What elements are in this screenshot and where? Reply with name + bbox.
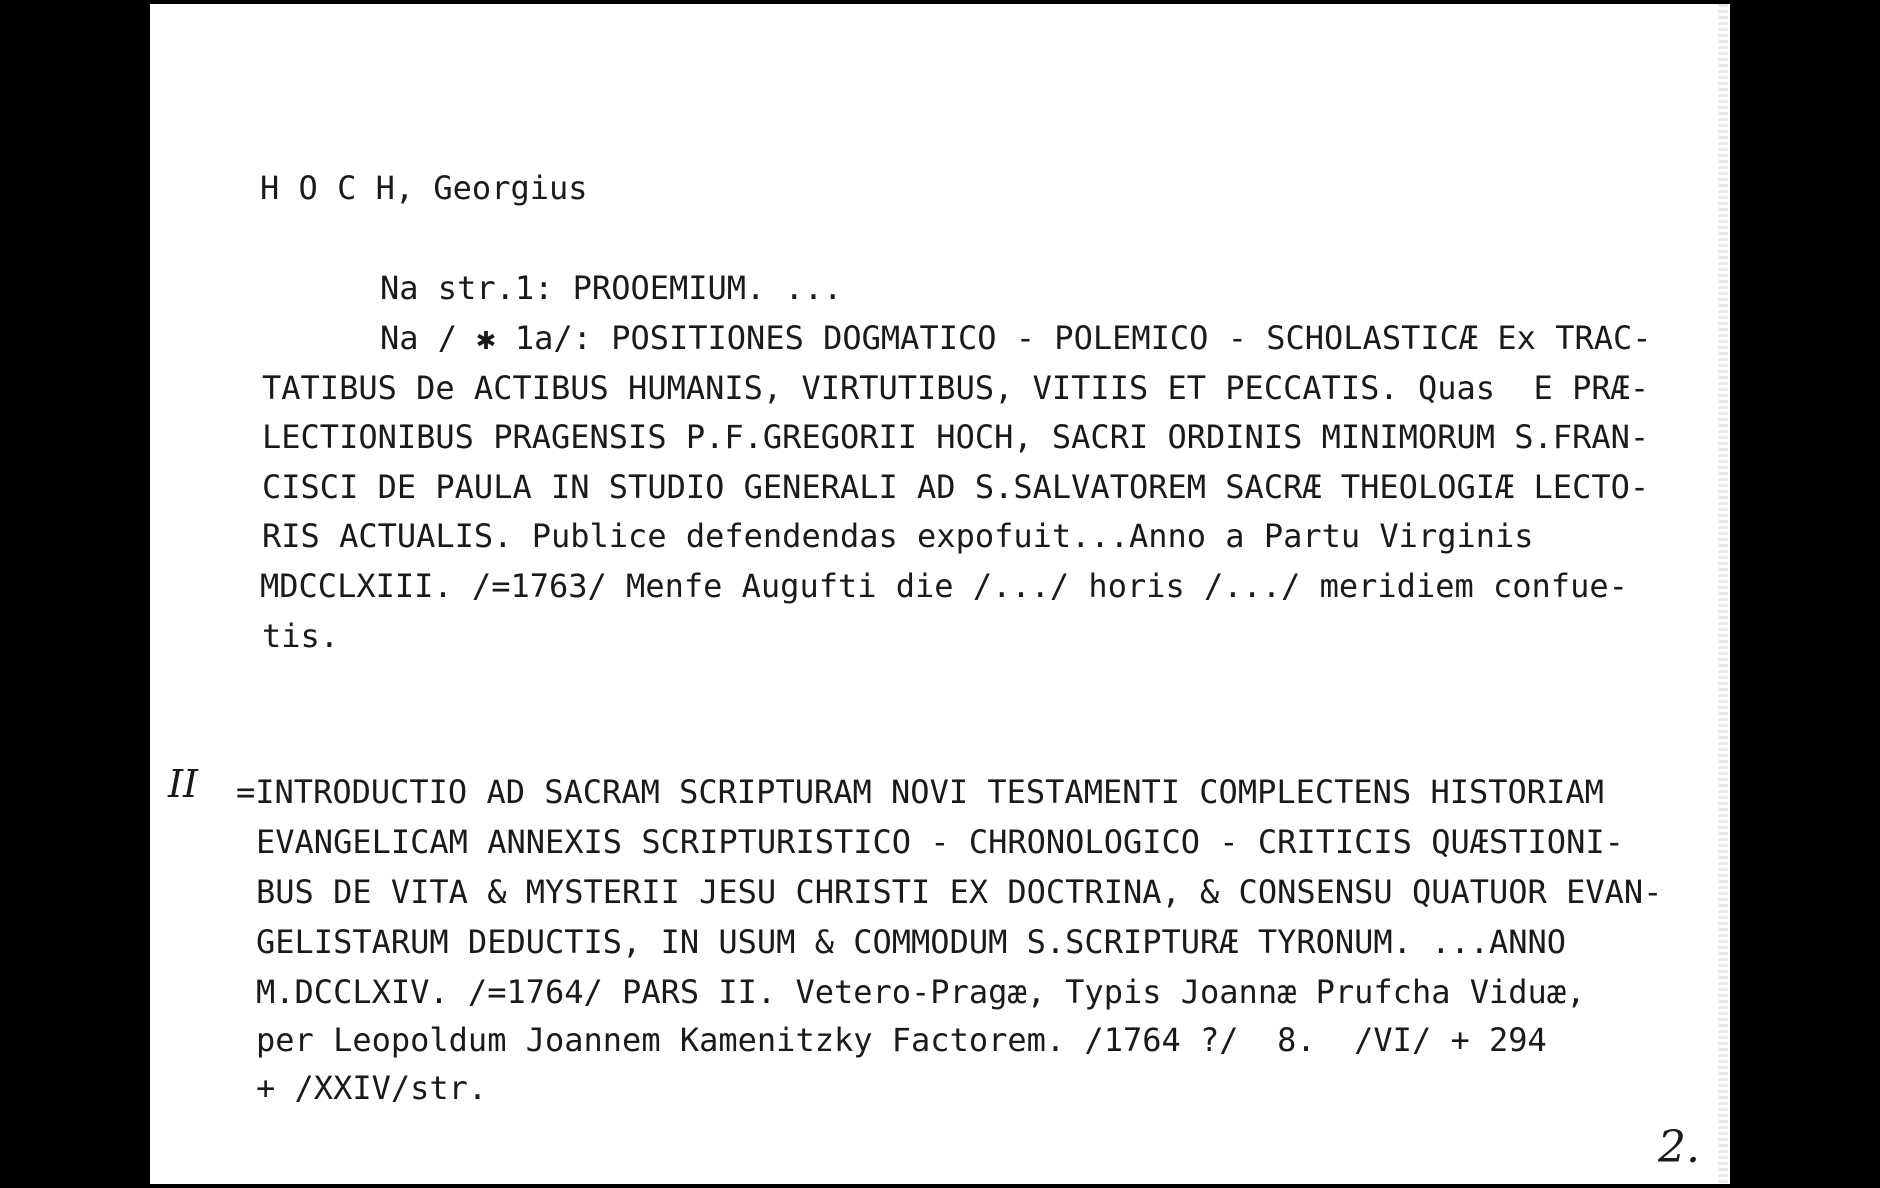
corner-mark: 2. bbox=[1658, 1122, 1700, 1173]
margin-mark: II bbox=[168, 762, 199, 806]
entry-1-line: CISCI DE PAULA IN STUDIO GENERALI AD S.SALVATOREM SACRÆ THEOLOGIÆ LECTO- bbox=[262, 468, 1650, 506]
entry-1-line: RIS ACTUALIS. Publice defendendas expofuit...Anno a Partu Virginis bbox=[262, 517, 1534, 555]
entry-2-line: + /XXIV/str. bbox=[256, 1069, 488, 1107]
entry-2-line: EVANGELICAM ANNEXIS SCRIPTURISTICO - CHRONOLOGICO - CRITICIS QUÆSTIONI- bbox=[256, 823, 1624, 861]
card-edge bbox=[1718, 4, 1728, 1184]
catalog-card bbox=[150, 4, 1730, 1184]
author-heading: H O C H, Georgius bbox=[260, 169, 588, 207]
entry-1-line: tis. bbox=[262, 617, 340, 655]
entry-2-line: M.DCCLXIV. /=1764/ PARS II. Vetero-Pragæ, Typis Joannæ Prufcha Viduæ, bbox=[256, 973, 1586, 1011]
entry-1-line: Na str.1: PROOEMIUM. ... bbox=[380, 269, 843, 307]
entry-1-line: Na / ✱ 1a/: POSITIONES DOGMATICO - POLEMICO - SCHOLASTICÆ Ex TRAC- bbox=[380, 319, 1652, 357]
entry-2-line: =INTRODUCTIO AD SACRAM SCRIPTURAM NOVI TESTAMENTI COMPLECTENS HISTORIAM bbox=[236, 773, 1604, 811]
entry-1-line: MDCCLXIII. /=1763/ Menfe Augufti die /.../ horis /.../ meridiem confue- bbox=[260, 567, 1628, 605]
entry-2-line: BUS DE VITA & MYSTERII JESU CHRISTI EX DOCTRINA, & CONSENSU QUATUOR EVAN- bbox=[256, 873, 1663, 911]
entry-2-line: per Leopoldum Joannem Kamenitzky Factorem. /1764 ?/ 8. /VI/ + 294 bbox=[256, 1021, 1547, 1059]
entry-2-line: GELISTARUM DEDUCTIS, IN USUM & COMMODUM S.SCRIPTURÆ TYRONUM. ...ANNO bbox=[256, 923, 1567, 961]
entry-1-line: LECTIONIBUS PRAGENSIS P.F.GREGORII HOCH, SACRI ORDINIS MINIMORUM S.FRAN- bbox=[262, 418, 1650, 456]
entry-1-line: TATIBUS De ACTIBUS HUMANIS, VIRTUTIBUS, VITIIS ET PECCATIS. Quas E PRÆ- bbox=[262, 369, 1650, 407]
